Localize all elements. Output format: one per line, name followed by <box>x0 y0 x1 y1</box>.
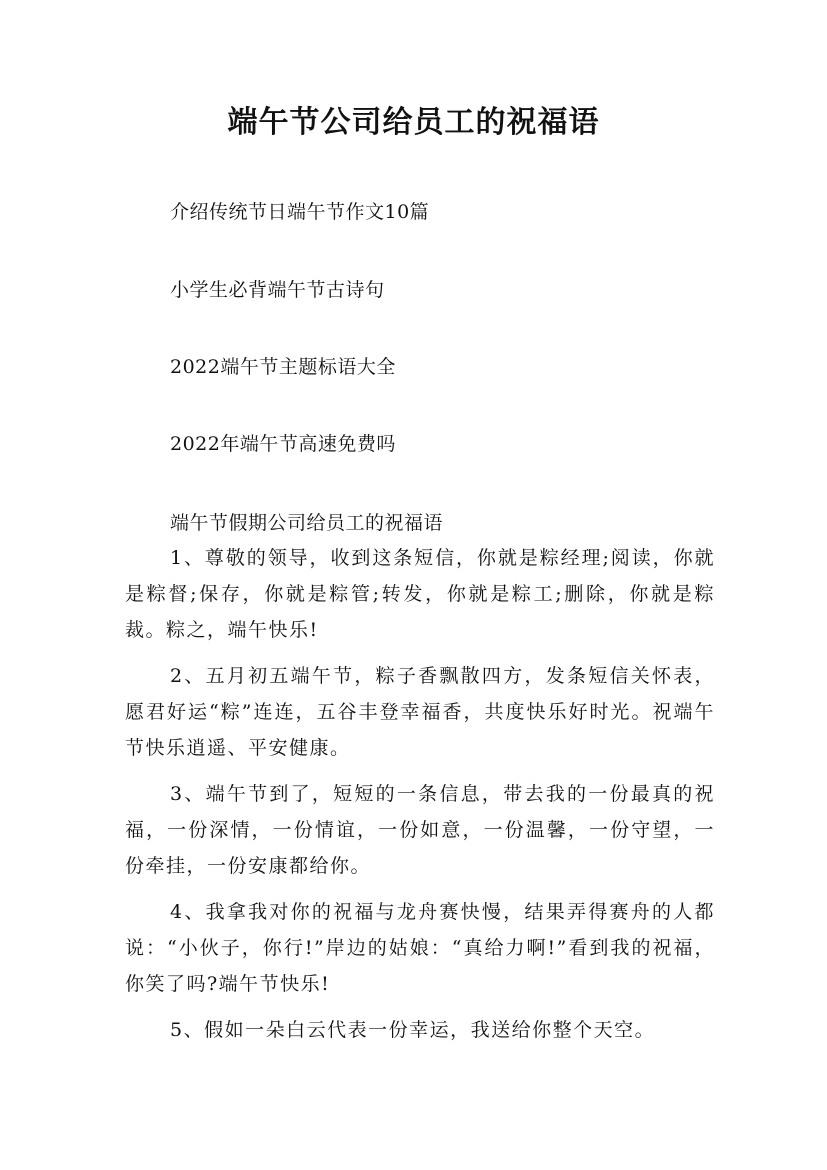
document-title: 端午节公司给员工的祝福语 <box>227 105 600 140</box>
paragraph-5: 5、假如一朵白云代表一份幸运，我送给你整个天空。 <box>170 1019 656 1041</box>
related-link-3[interactable]: 2022端午节主题标语大全 <box>170 356 396 378</box>
paragraph-1: 1、尊敬的领导，收到这条短信，你就是粽经理;阅读，你就是粽督;保存，你就是粽管;转发，你就是粽工;删除，你就是粽裁。粽之，端午快乐! <box>125 547 715 641</box>
related-link-4[interactable]: 2022年端午节高速免费吗 <box>170 433 396 455</box>
related-link-1[interactable]: 介绍传统节日端午节作文10篇 <box>170 201 430 223</box>
paragraph-3: 3、端午节到了，短短的一条信息，带去我的一份最真的祝福，一份深情，一份情谊，一份如意，一份温馨，一份守望，一份牵挂，一份安康都给你。 <box>125 783 715 877</box>
paragraph-2: 2、五月初五端午节，粽子香飘散四方，发条短信关怀表，愿君好运“粽”连连，五谷丰登幸福香，共度快乐好时光。祝端午节快乐逍遥、平安健康。 <box>125 665 715 759</box>
section-heading: 端午节假期公司给员工的祝福语 <box>170 512 444 534</box>
paragraph-4: 4、我拿我对你的祝福与龙舟赛快慢，结果弄得赛舟的人都说：“小伙子，你行!”岸边的姑娘：“真给力啊!”看到我的祝福，你笑了吗?端午节快乐! <box>125 901 715 995</box>
related-link-2[interactable]: 小学生必背端午节古诗句 <box>170 279 385 301</box>
